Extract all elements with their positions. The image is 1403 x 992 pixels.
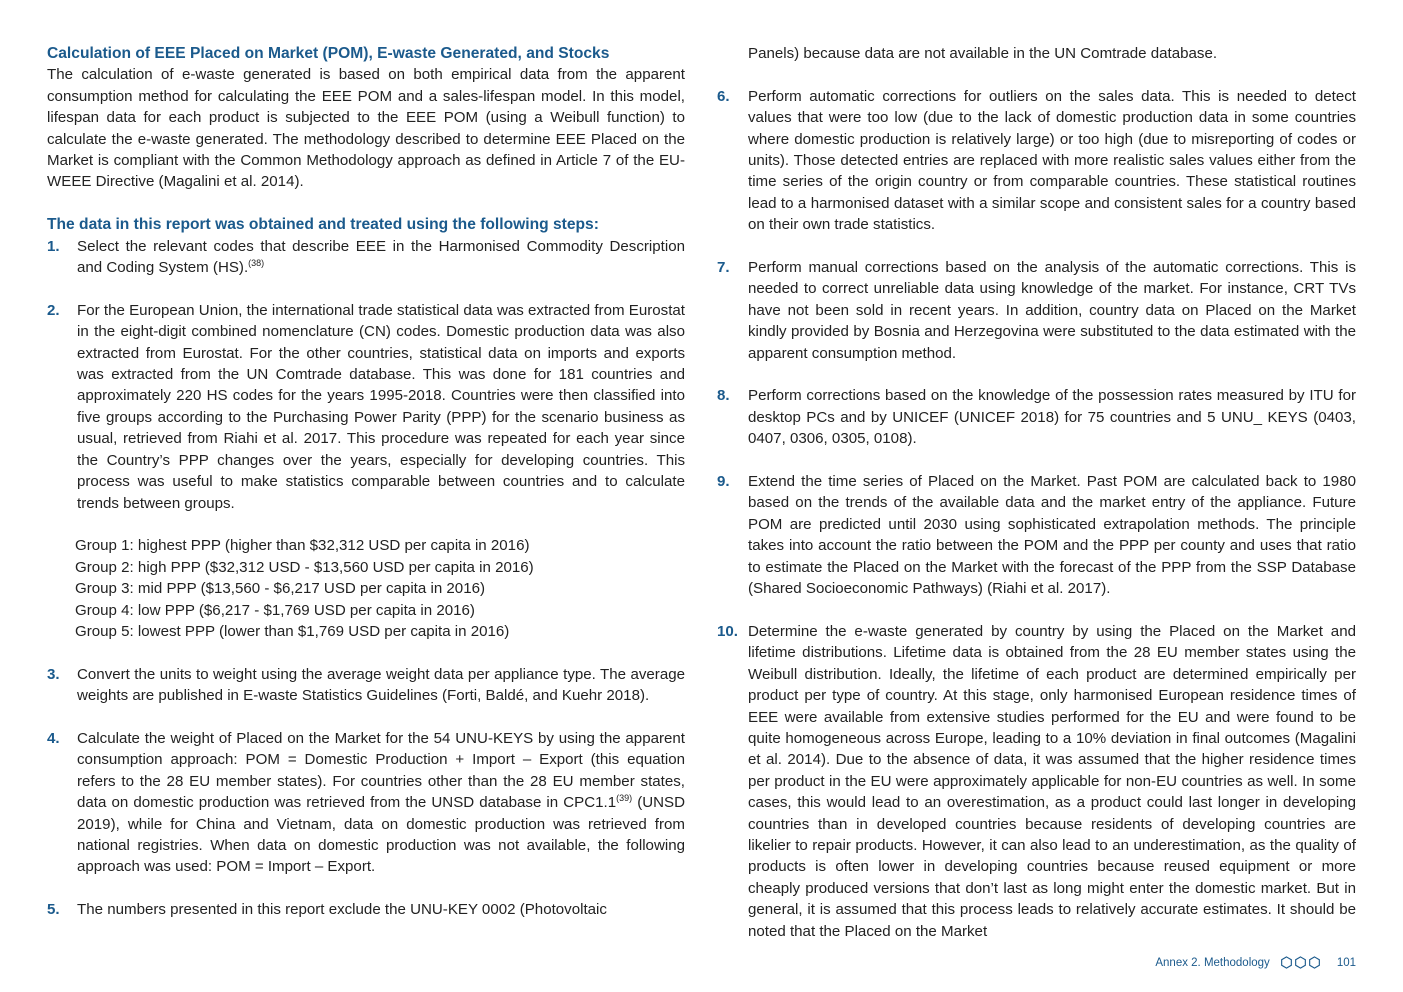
- step-text: Perform manual corrections based on the analysis of the automatic corrections. This is needed to correct unreliable data using knowledge of the market. For instance, CRT TVs have not been sold in recent years. In addition, country data on Placed on the Market kindly provided by Bosnia and Herzegovina were substituted to the data estimated with the apparent consumption method.: [748, 259, 1356, 362]
- ppp-group-item: Group 3: mid PPP ($13,560 - $6,217 USD per capita in 2016): [75, 580, 486, 598]
- step-number: 9.: [717, 473, 730, 491]
- ppp-groups-list: [75, 535, 685, 642]
- step-7: [717, 257, 1356, 364]
- step-number: 4.: [47, 729, 60, 747]
- step-3: [47, 664, 685, 707]
- hexagon-icon: [1280, 956, 1293, 969]
- intro-paragraph: The calculation of e-waste generated is based on both empirical data from the apparent consumption method for calculating the EEE POM and a sales-lifespan model. In this model, lifespan data for each product is subjected to the EEE POM (using a Weibull function) to calculate the e-waste generated. The methodology described to determine EEE Placed on the Market is compliant with the Common Methodology approach as defined in Article 7 of the EU-WEEE Directive (Magalini et al. 2014).: [47, 66, 685, 191]
- ppp-group-item: Group 4: low PPP ($6,217 - $1,769 USD per capita in 2016): [75, 601, 475, 619]
- step-5-continuation: Panels) because data are not available in the UN Comtrade database.: [748, 45, 1218, 62]
- step-number: 2.: [47, 301, 60, 319]
- step-6: [717, 86, 1356, 236]
- step-1: [47, 236, 685, 279]
- step-text: For the European Union, the international trade statistical data was extracted from Eurostat in the eight-digit combined nomenclature (CN) codes. Domestic production data was also extracted from Eurostat. For the other countries, statistical data on imports and exports was extracted from the UN Comtrade database. This was done for 181 countries and approximately 220 HS codes for the years 1995-2018. Countries were then classified into five groups according to the Purchasing Power Parity (PPP) for the scenario business as usual, retrieved from Riahi et al. 2017. This procedure was repeated for each year since the Country’s PPP changes over the years, especially for developing countries. This process was useful to make statistics comparable between countries and to calculate trends between groups.: [77, 301, 685, 512]
- step-2: [47, 300, 685, 514]
- page-footer: [1155, 956, 1356, 969]
- section-heading-calculation: Calculation of EEE Placed on Market (POM), E-waste Generated, and Stocks: [47, 45, 610, 62]
- ppp-group-item: Group 5: lowest PPP (lower than $1,769 USD per capita in 2016): [75, 622, 510, 640]
- page-number: 101: [1336, 956, 1356, 969]
- step-8: [717, 385, 1356, 449]
- step-number: 7.: [717, 259, 730, 277]
- step-number: 3.: [47, 665, 60, 683]
- step-5: [47, 899, 685, 920]
- footer-section-label: Annex 2. Methodology: [1155, 956, 1270, 969]
- step-text: Extend the time series of Placed on the Market. Past POM are calculated back to 1980 based on the trends of the available data and the market entry of the appliance. Future POM are predicted until 2030 using sophisticated extrapolation methods. The principle takes into account the ratio between the POM and the PPP per county and uses that ratio to estimate the Placed on the Market with the forecast of the PPP from the SSP Database (Shared Socioeconomic Pathways) (Riahi et al. 2017).: [748, 473, 1356, 598]
- hexagon-decoration: [1280, 956, 1321, 969]
- section-heading-steps: The data in this report was obtained and treated using the following steps:: [47, 216, 599, 234]
- step-text-continued: (UNSD 2019), while for China and Vietnam, data on domestic production was retrieved from national registries. When data on domestic production was not available, the following approach was used: POM = Import – Export.: [77, 794, 685, 876]
- ppp-group-item: Group 1: highest PPP (higher than $32,312 USD per capita in 2016): [75, 537, 530, 555]
- left-column: [47, 43, 685, 921]
- step-text: Calculate the weight of Placed on the Market for the 54 UNU-KEYS by using the apparent consumption approach: POM = Domestic Production + Import – Export (this equation refers to the 28 EU member states). For countries other than the 28 EU member states, data on domestic production was retrieved from the UNSD database in CPC1.1: [77, 729, 685, 812]
- step-text: Perform automatic corrections for outliers on the sales data. This is needed to detect values that were too low (due to the lack of domestic production data in some countries where domestic production is relatively large) or too high (due to misreporting of codes or units). Those detected entries are replaced with more realistic sales values either from the time series of the origin country or from comparable countries. These statistical routines lead to a harmonised dataset with a similar scope and consistent sales for a country based on their own trade statistics.: [748, 87, 1356, 234]
- step-text: Select the relevant codes that describe EEE in the Harmonised Commodity Description and Coding System (HS).: [77, 237, 685, 277]
- step-text: The numbers presented in this report exclude the UNU-KEY 0002 (Photovoltaic: [77, 901, 607, 919]
- step-text: Perform corrections based on the knowledge of the possession rates measured by ITU for desktop PCs and by UNICEF (UNICEF 2018) for 75 countries and 5 UNU_ KEYS (0403, 0407, 0306, 0305, 0108).: [748, 387, 1356, 448]
- step-number: 1.: [47, 237, 60, 255]
- step-9: [717, 471, 1356, 599]
- step-text: Determine the e-waste generated by country by using the Placed on the Market and lifetime distributions. Lifetime data is obtained from the 28 EU member states using the Weibull distribution. Ideally, the lifetime of each product are determined empirically per product per type of country. At this stage, only harmonised European residence times of EEE were available from extensive studies performed for the EU and were found to be quite homogeneous across Europe, leading to a 10% deviation in final outcomes (Magalini et al. 2014). Due to the absence of data, it was assumed that the higher residence times per product in the EU were approximately applicable for non-EU countries as well. In some cases, this would lead to an overestimation, as a product could last longer in developing countries than in developed countries because residents of developing countries are likelier to repair products. However, it can also lead to an underestimation, as the quality of products is often lower in developing countries because reused equipment or more cheaply produced versions that don’t last as long might enter the domestic market. But in general, it is assumed that this process leads to relatively accurate estimates. It should be noted that the Placed on the Market: [748, 622, 1356, 940]
- footnote-ref-38[interactable]: (38): [248, 258, 265, 269]
- step-10: [717, 621, 1356, 942]
- step-4: [47, 728, 685, 878]
- footnote-ref-39[interactable]: (39): [616, 793, 633, 804]
- step-number: 5.: [47, 901, 60, 919]
- right-column: [717, 43, 1356, 942]
- step-number: 6.: [717, 87, 730, 105]
- ppp-group-item: Group 2: high PPP ($32,312 USD - $13,560 USD per capita in 2016): [75, 558, 534, 576]
- step-number: 8.: [717, 387, 730, 405]
- step-text: Convert the units to weight using the average weight data per appliance type. The average weights are published in E-waste Statistics Guidelines (Forti, Baldé, and Kuehr 2018).: [77, 665, 685, 705]
- step-number: 10.: [717, 622, 738, 640]
- hexagon-icon: [1294, 956, 1307, 969]
- hexagon-icon: [1308, 956, 1321, 969]
